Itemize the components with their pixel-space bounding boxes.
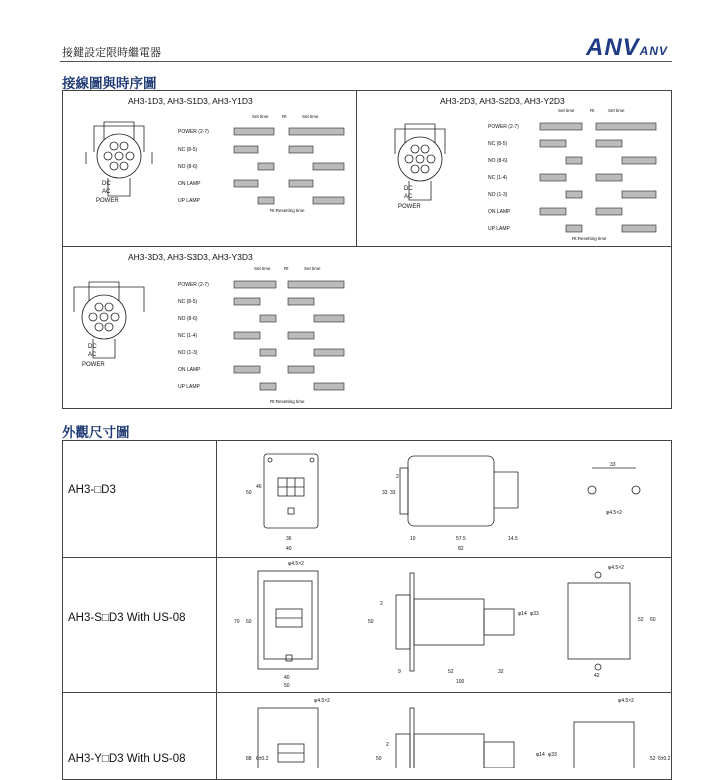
dimension-col-divider	[216, 440, 217, 780]
r2-dim-3: 40	[284, 675, 290, 681]
wiring-divider-h	[62, 246, 672, 247]
r3-dim-7: φ4.5×2	[618, 698, 634, 704]
brand-logo	[586, 34, 668, 62]
wiring-timing-diagram-c	[64, 262, 354, 408]
header-rule	[60, 61, 672, 62]
r2-dim-11: 32	[498, 669, 504, 675]
r2-dim-7: φ14	[518, 611, 527, 617]
r2-dim-5: 50	[368, 619, 374, 625]
timing-waves-a	[234, 128, 344, 204]
signal-labels-b	[488, 124, 519, 232]
sig-b-3: NC (1-4)	[488, 175, 508, 181]
r1-dim-9: 14.5	[508, 536, 518, 542]
set-time-b1: Set time	[558, 108, 575, 113]
rt-a: Rt	[282, 114, 287, 119]
r2-dim-4: 50	[284, 683, 290, 689]
set-time-b2: Set time	[608, 108, 625, 113]
sig-c-5: ON LAMP	[178, 367, 201, 373]
sig-c-6: UP LAMP	[178, 384, 200, 390]
sig-b-1: NC (8-5)	[488, 141, 508, 147]
dimension-row-divider-2	[62, 692, 672, 693]
r2-dim-2: 60	[246, 619, 252, 625]
r1-dim-12: φ4.5×2	[606, 510, 622, 516]
sig-c-4: NO (1-3)	[178, 350, 198, 356]
r1-dim-3: 40	[286, 546, 292, 552]
r3-dim-5: φ14	[536, 752, 545, 758]
dimension-drawing-row-1	[218, 442, 670, 556]
socket-a	[86, 122, 152, 196]
sig-a-3: ON LAMP	[178, 181, 201, 187]
r3-dim-2: 6±0.2	[256, 756, 269, 762]
socket-c	[74, 282, 144, 358]
r2-dim-6: 2	[380, 601, 383, 607]
r2-dim-1: 70	[234, 619, 240, 625]
set-time-c1: Set time	[254, 266, 271, 271]
set-time-a1: Set time	[252, 114, 269, 119]
r2-dim-15: 60	[650, 617, 656, 623]
sig-a-1: NC (8-5)	[178, 147, 198, 153]
power-label-b: POWER	[398, 204, 421, 210]
r2-dim-10: 52	[448, 669, 454, 675]
sig-a-4: UP LAMP	[178, 198, 200, 204]
r1-dim-7: 10	[410, 536, 416, 542]
r3-dim-1: 88	[246, 756, 252, 762]
dimension-drawing-row-2	[218, 559, 670, 691]
caption-b: AH3-2D3, AH3-S2D3, AH3-Y2D3	[440, 96, 565, 106]
header-title: 接鍵設定限時繼電器	[62, 46, 161, 59]
r1-dim-6: 2	[396, 474, 399, 480]
dimension-drawing-row-3	[218, 694, 670, 768]
logo-sub: ANV	[639, 44, 669, 58]
sig-b-6: UP LAMP	[488, 226, 510, 232]
sig-a-0: POWER (2-7)	[178, 129, 209, 135]
sig-a-2: NO (8-6)	[178, 164, 198, 170]
dimension-section-title: 外觀尺寸圖	[62, 425, 130, 441]
r2-dim-8: φ33	[530, 611, 539, 617]
wiring-timing-diagram-b	[360, 104, 670, 244]
r2-dim-12: 100	[456, 679, 465, 685]
sig-c-1: NC (8-5)	[178, 299, 198, 305]
wiring-divider-v	[356, 90, 357, 247]
r2-dim-0: φ4.5×2	[288, 561, 304, 567]
socket-b	[395, 124, 445, 200]
wiring-section-title: 接線圖與時序圖	[62, 76, 157, 92]
r1-dim-10: 82	[458, 546, 464, 552]
caption-c: AH3-3D3, AH3-S3D3, AH3-Y3D3	[128, 252, 253, 262]
ac-label-a: AC	[102, 189, 111, 195]
dc-label-a: DC	[102, 181, 111, 187]
row-label-1: AH3-S□D3 With US-08	[68, 612, 186, 624]
dimension-row-divider-1	[62, 557, 672, 558]
timing-waves-b	[540, 123, 656, 232]
wiring-timing-diagram-a	[64, 104, 354, 216]
r1-dim-0: 50	[246, 490, 252, 496]
sig-b-4: NO (1-3)	[488, 192, 508, 198]
r2-dim-14: 52	[638, 617, 644, 623]
r2-dim-16: 42	[594, 673, 600, 679]
power-label-a: POWER	[96, 198, 119, 204]
reset-note-a: Rt:Resetting time	[270, 208, 305, 213]
r1-dim-8: 57.5	[456, 536, 466, 542]
r1-dim-2: 36	[286, 536, 292, 542]
sig-c-3: NC (1-4)	[178, 333, 198, 339]
r1-dim-4: 33	[382, 490, 388, 496]
row-label-0: AH3-□D3	[68, 484, 116, 496]
r3-dim-3: 50	[376, 756, 382, 762]
r3-dim-6: φ33	[548, 752, 557, 758]
ac-label-b: AC	[404, 194, 413, 200]
r1-dim-1: 46	[256, 484, 262, 490]
reset-note-c: Rt:Resetting time	[270, 399, 305, 404]
set-time-c2: Set time	[304, 266, 321, 271]
caption-a: AH3-1D3, AH3-S1D3, AH3-Y1D3	[128, 96, 253, 106]
r3-dim-9: 6±0.2	[658, 756, 670, 762]
r3-dim-8: 52	[650, 756, 656, 762]
sig-b-5: ON LAMP	[488, 209, 511, 215]
rt-c: Rt	[284, 266, 289, 271]
timing-waves-c	[234, 281, 344, 390]
rt-b: Rt	[590, 108, 595, 113]
r1-dim-11: 33	[610, 462, 616, 468]
dc-label-c: DC	[88, 344, 97, 350]
dc-label-b: DC	[404, 186, 413, 192]
signal-labels-a	[178, 129, 209, 204]
r3-dim-4: 2	[386, 742, 389, 748]
sig-b-2: NO (8-6)	[488, 158, 508, 164]
sig-c-0: POWER (2-7)	[178, 282, 209, 288]
r2-dim-13: φ4.5×2	[608, 565, 624, 571]
set-time-a2: Set time	[302, 114, 319, 119]
r3-dim-0: φ4.5×2	[314, 698, 330, 704]
signal-labels-c	[178, 282, 209, 390]
ac-label-c: AC	[88, 352, 97, 358]
logo-main: ANV	[586, 34, 640, 61]
power-label-c: POWER	[82, 362, 105, 368]
reset-note-b: Rt:Resetting time	[572, 236, 607, 241]
sig-c-2: NO (8-6)	[178, 316, 198, 322]
sig-b-0: POWER (2-7)	[488, 124, 519, 130]
row-label-2: AH3-Y□D3 With US-08	[68, 753, 186, 765]
r2-dim-9: 9	[398, 669, 401, 675]
r1-dim-5: 33	[390, 490, 396, 496]
